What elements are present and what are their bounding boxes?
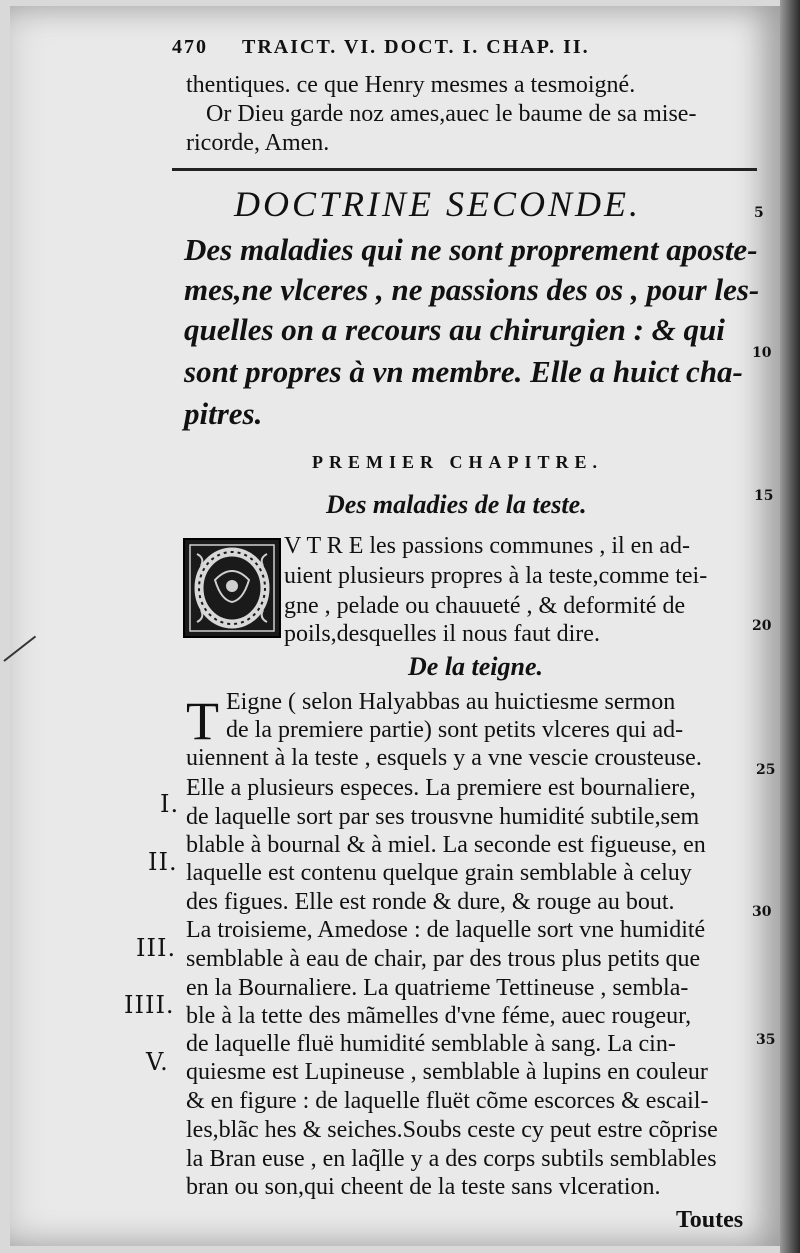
text-line: uient plusieurs propres à la teste,comme tei- xyxy=(284,563,708,589)
margin-line-number: 5 xyxy=(754,205,764,221)
text-line: gne , pelade ou chauueté , & deformité de xyxy=(284,593,686,619)
text-line: La troisieme, Amedose : de laquelle sort vne humidité xyxy=(186,917,706,943)
margin-line-number: 25 xyxy=(756,762,776,778)
text-line: bran ou son,qui cheent de la teste sans vlceration. xyxy=(186,1174,661,1200)
text-line: Or Dieu garde noz ames,auec le baume de sa mise- xyxy=(206,101,697,127)
horizontal-rule xyxy=(172,168,757,171)
text-line: V T R E les passions communes , il en ad- xyxy=(284,533,690,559)
text-line: ricorde, Amen. xyxy=(186,130,330,156)
chapter-heading: PREMIER CHAPITRE. xyxy=(312,452,604,472)
text-line: blable à bournal & à miel. La seconde est figueuse, en xyxy=(186,832,706,858)
text-line: ble à la tette des mãmelles d'vne féme, auec rougeur, xyxy=(186,1003,692,1029)
doctrine-subtitle-line: Des maladies qui ne sont proprement aposte- xyxy=(184,232,758,267)
text-line: de la premiere partie) sont petits vlceres qui ad- xyxy=(226,717,684,743)
running-title: TRAICT. VI. DOCT. I. CHAP. II. xyxy=(242,36,590,58)
margin-line-number: 35 xyxy=(756,1032,776,1048)
text-line: de laquelle fluë humidité semblable à sang. La cin- xyxy=(186,1031,676,1057)
section-heading: De la teigne. xyxy=(408,652,544,681)
text-line: en la Bournaliere. La quatrieme Tettineuse , sembla- xyxy=(186,975,689,1001)
text-line: Elle a plusieurs especes. La premiere est bournaliere, xyxy=(186,775,696,801)
book-spine-shadow xyxy=(780,0,800,1253)
text-line: de laquelle sort par ses trousvne humidité subtile,sem xyxy=(186,804,700,830)
initial-letter: T xyxy=(186,691,219,751)
doctrine-subtitle-line: pitres. xyxy=(184,396,263,431)
margin-line-number: 10 xyxy=(752,345,772,361)
text-line: thentiques. ce que Henry mesmes a tesmoigné. xyxy=(186,72,636,98)
doctrine-title: DOCTRINE SECONDE. xyxy=(234,184,642,224)
catchword: Toutes xyxy=(676,1207,744,1233)
margin-roman-numeral: IIII. xyxy=(124,991,175,1019)
doctrine-subtitle-line: sont propres à vn membre. Elle a huict cha- xyxy=(184,354,743,389)
text-line: uiennent à la teste , esquels y a vne vescie crousteuse. xyxy=(186,745,702,771)
text-line: Eigne ( selon Halyabbas au huictiesme sermon xyxy=(226,689,676,715)
margin-line-number: 15 xyxy=(754,488,774,504)
margin-roman-numeral: V. xyxy=(146,1048,169,1076)
text-line: & en figure : de laquelle fluët cõme escorces & escail- xyxy=(186,1088,709,1114)
text-line: la Bran euse , en laq̃lle y a des corps subtils semblables xyxy=(186,1146,717,1172)
text-line: semblable à eau de chair, par des trous plus petits que xyxy=(186,946,701,972)
text-line: laquelle est contenu quelque grain semblable à celuy xyxy=(186,860,692,886)
margin-roman-numeral: II. xyxy=(148,848,178,876)
margin-roman-numeral: III. xyxy=(136,934,177,962)
text-line: poils,desquelles il nous faut dire. xyxy=(284,621,600,647)
margin-line-number: 30 xyxy=(752,904,772,920)
margin-roman-numeral: I. xyxy=(160,790,180,818)
page-number: 470 xyxy=(172,36,208,58)
doctrine-subtitle-line: mes,ne vlceres , ne passions des os , pour les- xyxy=(184,272,760,307)
text-line: les,blãc hes & seiches.Soubs ceste cy peut estre cõprise xyxy=(186,1117,718,1143)
chapter-subtitle: Des maladies de la teste. xyxy=(326,490,587,519)
margin-line-number: 20 xyxy=(752,618,772,634)
decorated-initial-o xyxy=(183,538,281,638)
text-line: des figues. Elle est ronde & dure, & rouge au bout. xyxy=(186,889,675,915)
doctrine-subtitle-line: quelles on a recours au chirurgien : & qui xyxy=(184,312,725,347)
text-line: quiesme est Lupineuse , semblable à lupins en couleur xyxy=(186,1059,708,1085)
